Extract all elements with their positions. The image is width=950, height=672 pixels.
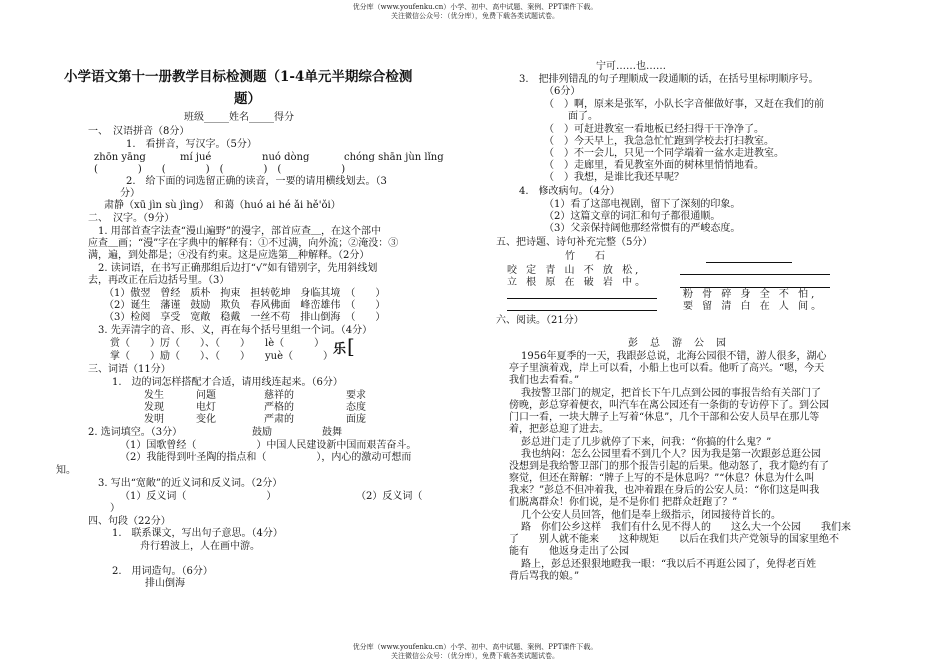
- poem-title: 竹 石: [565, 251, 605, 262]
- section-5-heading: 五、把诗题、诗句补充完整（5分）: [496, 237, 653, 248]
- section-3-q3-a: （1）反义词（ ）: [120, 491, 277, 502]
- section-3-q1: 1. 边的词怎样搭配才合适，请用线连起来。（6分）: [112, 377, 343, 388]
- section-1-heading: 一、 汉语拼音（8分）: [88, 126, 190, 137]
- poem-blank-1: [680, 274, 830, 275]
- q3-item-3: （ ）今天早上，我急急忙忙跑到学校去打扫教室。: [544, 136, 774, 147]
- section-2-q2-line-2: 去，再改正在后边括号里。（3）: [88, 275, 230, 286]
- header-line-1: 优分库（www.youfenku.cn）小学、初中、高中试题、案例、PPT课件下载。: [352, 3, 598, 11]
- story-line-5: 傍晚，彭总穿着便衣，叫汽车在离公园还有一条街的专访停下了。到公园: [509, 400, 829, 411]
- footer-line-2: 关注微信公众号：（优分库），免费下载各类试题试卷。: [391, 652, 559, 661]
- poem-blank-3: [507, 298, 657, 299]
- section-3-q2-b-line-1: （2）我能得到叶圣陶的指点和（ ），内心的激动可想而: [120, 452, 412, 463]
- story-line-17: 能有 他返身走出了公园: [509, 546, 629, 557]
- exam-title-line-2: 题）: [234, 91, 261, 107]
- match-r3-c2: 变化: [196, 414, 216, 425]
- section-3-q2: 2. 选词填空。（3分）: [88, 427, 183, 438]
- top-pattern: 宁可……也……: [596, 61, 666, 72]
- section-1-q2-line-3: 肃静（xū jìn sù jìng） 和蔼（huó ai hé ǎi hě'ǒi）: [104, 200, 341, 211]
- story-line-14: 几个公安人员回答，他们是奉上级指示，闭园接待首长的。: [521, 510, 781, 521]
- q3-item-4: （ ）不一会儿，只见一个同学端着一盆水走进教室。: [544, 148, 784, 159]
- section-2-q1-line-3: 满，遍，到处都是；④没有约束。这是应选第＿种解释。（2分）: [88, 250, 370, 261]
- char-row-1: 赏（ ）厉（ ）、（ ） lè（ ）: [110, 338, 325, 349]
- page-footer: [0, 643, 950, 662]
- footer-line-1: 优分库（www.youfenku.cn）小学、初中、高中试题、案例、PPT课件下载。: [352, 643, 598, 651]
- section-3-q3-b: （2）反义词（: [356, 491, 423, 502]
- section-3-q2-options: 鼓励 鼓舞: [252, 427, 342, 438]
- section-4-q1: 1. 联系课文，写出句子意思。（4分）: [112, 528, 283, 539]
- match-r2-c3: 严格的: [264, 402, 294, 413]
- story-line-10: 没想到是我给警卫部门的那个报告引起的后果。他动怒了，我才隐约有了: [509, 461, 829, 472]
- match-r1-c3: 慈祥的: [264, 390, 294, 401]
- brace-icon: [: [347, 334, 355, 358]
- match-r3-c4: 面庞: [346, 414, 366, 425]
- header-line-2: 关注微信公众号：（优分库），免费下载各类试题试卷。: [391, 12, 559, 21]
- section-1-q1: 1. 看拼音，写汉字。（5分）: [126, 139, 257, 150]
- match-r2-c2: 电灯: [196, 402, 216, 413]
- q3-item-1: （ ）啊，原来是张军，小队长字音催做好事，又赶在我们的前: [544, 99, 824, 110]
- section-2-q3: 3. 先弄清字的音、形、义，再在每个括号里组一个词。（4分）: [98, 325, 373, 336]
- q3-line-2: （6分）: [544, 86, 581, 97]
- match-r3-c3: 严肃的: [264, 414, 294, 425]
- section-4-heading: 四、句段（22分）: [88, 516, 171, 527]
- q3-item-6: （ ）我想，是谁比我还早呢？: [544, 172, 684, 183]
- q4-heading: 4. 修改病句。（4分）: [519, 186, 620, 197]
- story-line-7: 着，把彭总迎了进去。: [509, 424, 609, 435]
- pinyin-3: nuó dòng: [262, 152, 310, 163]
- story-line-11: 察觉，但还在辩解：“牌子上写的不是休息吗？”“休息？休息为什么叫: [509, 473, 815, 484]
- story-title: 彭 总 游 公 园: [628, 338, 727, 349]
- section-4-q2-word: 排山倒海: [145, 578, 185, 589]
- word-group-row-2: （2）诞生 藩谨 鼓励 欺负 春风佛面 峰峦雄伟 （ ）: [104, 300, 386, 311]
- section-3-q2-a: （1）国歌曾经（ ）中国人民建设新中国而艰苦奋斗。: [120, 440, 417, 451]
- page-header: [0, 3, 950, 22]
- pinyin-4: chóng shān jùn lǐng: [344, 152, 444, 163]
- section-3-q3: 3. 写出“宽敞”的近义词和反义词。（2分）: [98, 478, 283, 489]
- section-2-q1-line-1: 1. 用部首查字法查“漫山遍野”的漫字，部首应查＿，在这个部中: [98, 226, 381, 237]
- section-2-q1-line-2: 应查＿画；“漫”字在字典中的解释有：①不过满，向外流；②淹没：③: [88, 238, 399, 249]
- char-row-2: 掌（ ）励（ ）、（ ） yuè（ ）: [110, 351, 334, 362]
- story-line-1: 1956年夏季的一天，我跟彭总说，北海公园很不错，游人很多，湖心: [521, 351, 827, 362]
- polyphonic-char-le: 乐: [333, 342, 347, 357]
- story-line-12: 我来？”彭总不但冲着我，也冲着跟在身后的公安人员：“你们这是叫我: [509, 485, 820, 496]
- q4-item-2: （2）这篇文章的词汇和句子都很通顺。: [544, 211, 721, 222]
- story-line-9: 我也纳闷：怎么公园里看不到几个人？因为我是第一次跟彭总逛公园: [521, 449, 821, 460]
- section-3-q2-b-line-2: 知。: [56, 465, 76, 476]
- word-group-row-3: （3）检阅 享受 宽敞 稳戴 一丝不苟 排山倒海 （ ）: [104, 312, 386, 323]
- section-4-q2: 2. 用词造句。（6分）: [112, 566, 213, 577]
- match-r2-c4: 态度: [346, 402, 366, 413]
- poem-blank-title: [706, 262, 792, 263]
- story-line-6: 门口一看，一块大牌子上写着“休息”，几个干部和公安人员早在那儿等: [509, 412, 820, 423]
- poem-blank-4: [507, 310, 657, 311]
- section-1-q2-line-1: 2. 给下面的词选留正确的读音，一要的请用横线划去。（3: [126, 176, 387, 187]
- q4-item-3: （3）父亲保持阔他那经常惯有的严峻态度。: [544, 223, 741, 234]
- match-r3-c1: 发明: [144, 414, 164, 425]
- answer-parens-row: ( ) ( ) ( ) ( ): [94, 164, 346, 175]
- story-line-2: 亭子里演着戏，岸上可以看，小船上也可以看。他听了高兴。“嗯，今天: [509, 363, 825, 374]
- section-3-heading: 三、词语（11分）: [88, 364, 171, 375]
- q3-item-2: （ ）可赶进教室一看地板已经扫得干干净净了。: [544, 124, 764, 135]
- pinyin-2: mí jué: [180, 152, 212, 163]
- section-2-q2-line-1: 2. 读词语，在书写正确那组后边打“√”如有错别字，先用斜线划: [98, 263, 378, 274]
- section-2-heading: 二、 汉字。（9分）: [88, 213, 175, 224]
- match-r1-c1: 发生: [144, 390, 164, 401]
- story-line-13: 们脱离群众！你们说，是不是你们 把群众赶跑了？”: [509, 497, 738, 508]
- section-1-q2-line-2: 分）: [120, 188, 140, 199]
- poem-line-3: 粉 骨 碎 身 全 不 怕,: [683, 289, 818, 300]
- poem-line-2: 立 根 原 在 破 岩 中。: [507, 277, 649, 288]
- poem-blank-2: [680, 287, 830, 288]
- q3-item-1-cont: 面了。: [568, 111, 598, 122]
- story-line-15: 路 你们公乡这样 我们有什么见不得人的 这么大一个公园 我们来: [521, 522, 851, 533]
- poem-line-1: 咬 定 青 山 不 放 松,: [507, 265, 642, 276]
- exam-title-line-1: 小学语文第十一册教学目标检测题（1-4单元半期综合检测: [64, 69, 413, 85]
- q4-item-1: （1）看了这部电视剧，留下了深刻的印象。: [544, 199, 741, 210]
- section-6-heading: 六、阅读。（21分）: [496, 315, 584, 326]
- poem-line-4: 要 留 清 白 在 人 间。: [683, 301, 825, 312]
- match-r2-c1: 发现: [144, 402, 164, 413]
- pinyin-1: zhōn yāng: [94, 152, 146, 163]
- word-group-row-1: （1）傲翌 曾经 质朴 拘束 担转乾坤 身临其境 （ ）: [104, 288, 386, 299]
- story-line-16: 了 别人就不能来 这种规矩 以后在我们共产党领导的国家里绝不: [509, 534, 839, 545]
- section-3-q3-c: ）: [110, 503, 120, 514]
- story-line-4: 我按警卫部门的规定，把首长下午几点到公园的事报告给有关部门了: [521, 388, 821, 399]
- q3-line-1: 3. 把排列错乱的句子理顺成一段通顺的话，在括号里标明顺序号。: [519, 74, 819, 85]
- section-4-q1-sentence: 舟行碧波上，人在画中游。: [140, 541, 260, 552]
- story-line-19: 背后骂我的娘。”: [509, 571, 580, 582]
- story-line-8: 彭总进门走了几步就停了下来，问我：“你搞的什么鬼？”: [521, 437, 772, 448]
- story-line-3: 我们也去看看。”: [509, 375, 580, 386]
- class-name-score-line: 班级_____姓名_____得分: [184, 112, 294, 123]
- match-r1-c2: 问题: [196, 390, 216, 401]
- match-r1-c4: 要求: [346, 390, 366, 401]
- q3-item-5: （ ）走廊里，看见教室外面的树林里悄悄地看。: [544, 160, 764, 171]
- story-line-18: 路上，彭总还狠狠地瞪我一眼：“我以后不再逛公园了，免得老百姓: [521, 559, 817, 570]
